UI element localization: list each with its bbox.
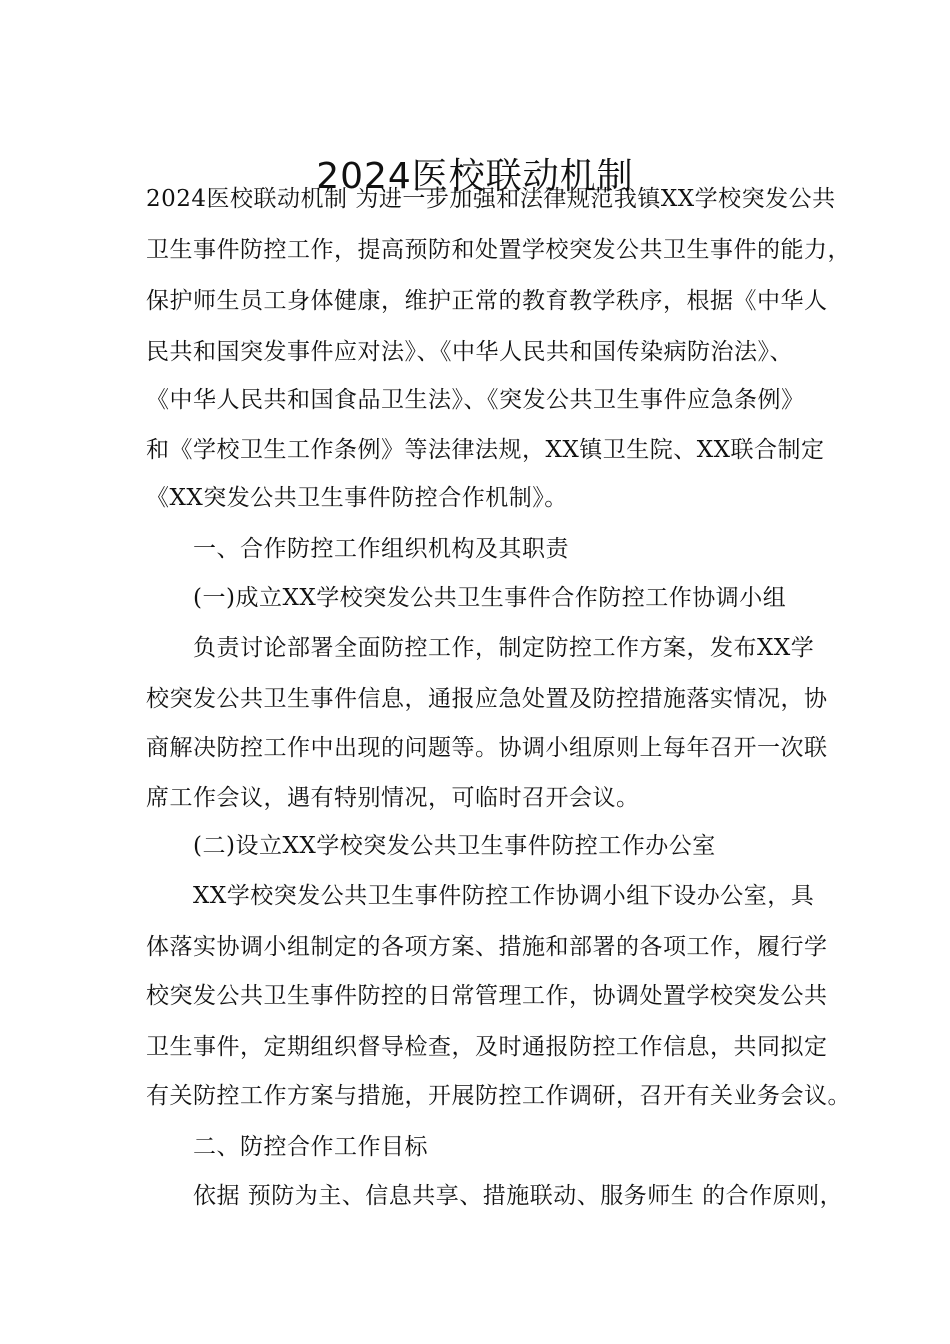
section-heading: 一、合作防控工作组织机构及其职责 (146, 536, 569, 562)
body-line: 民共和国突发事件应对法》、《中华人民共和国传染病防治法》、 (146, 339, 793, 365)
body-line: 2024医校联动机制 为进一步加强和法律规范我镇XX学校突发公共 (146, 186, 836, 212)
body-line: 《中华人民共和国食品卫生法》、《突发公共卫生事件应急条例》 (146, 387, 805, 413)
body-line: 卫生事件防控工作，提高预防和处置学校突发公共卫生事件的能力， (146, 237, 851, 263)
body-line: 商解决防控工作中出现的问题等。协调小组原则上每年召开一次联 (146, 735, 828, 761)
body-line: 有关防控工作方案与措施，开展防控工作调研，召开有关业务会议。 (146, 1083, 851, 1109)
body-line: 校突发公共卫生事件信息，通报应急处置及防控措施落实情况，协 (146, 686, 828, 712)
section-heading: 二、防控合作工作目标 (146, 1134, 428, 1160)
body-line: 卫生事件，定期组织督导检查，及时通报防控工作信息，共同拟定 (146, 1034, 828, 1060)
body-line: 保护师生员工身体健康，维护正常的教育教学秩序，根据《中华人 (146, 288, 828, 314)
body-line: 校突发公共卫生事件防控的日常管理工作，协调处置学校突发公共 (146, 983, 828, 1009)
document-title: 2024医校联动机制 (316, 156, 634, 198)
body-line: 席工作会议，遇有特别情况，可临时召开会议。 (146, 785, 640, 811)
body-line: 依据 预防为主、信息共享、措施联动、服务师生 的合作原则， (146, 1183, 844, 1209)
body-line: 《XX突发公共卫生事件防控合作机制》。 (146, 485, 568, 511)
body-line: XX学校突发公共卫生事件防控工作协调小组下设办公室，具 (146, 883, 815, 909)
body-line: 和《学校卫生工作条例》等法律法规，XX镇卫生院、XX联合制定 (146, 437, 825, 463)
subsection-heading: (一)成立XX学校突发公共卫生事件合作防控工作协调小组 (146, 585, 787, 611)
subsection-heading: (二)设立XX学校突发公共卫生事件防控工作办公室 (146, 833, 716, 859)
body-line: 体落实协调小组制定的各项方案、措施和部署的各项工作，履行学 (146, 934, 828, 960)
body-line: 负责讨论部署全面防控工作，制定防控工作方案，发布XX学 (146, 635, 815, 661)
